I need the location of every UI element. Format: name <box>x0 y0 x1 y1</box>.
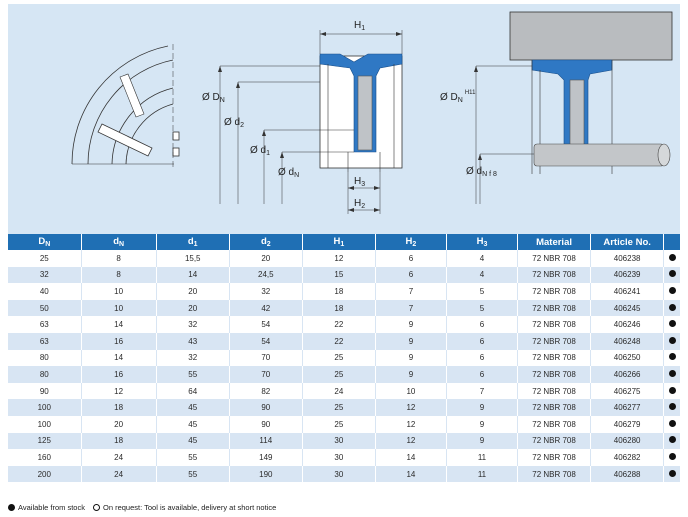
available-dot-icon <box>669 254 676 261</box>
label-dn-outer: Ø $D_N$ <box>202 92 225 104</box>
table-cell: 5 <box>446 300 517 317</box>
table-cell: 30 <box>302 433 375 450</box>
table-cell: 63 <box>8 316 81 333</box>
table-cell: 100 <box>8 399 81 416</box>
table-cell: 72 NBR 708 <box>518 283 591 300</box>
legend-available-text: Available from stock <box>18 503 85 512</box>
table-cell: 9 <box>375 316 446 333</box>
column-header-label: Material <box>536 236 572 248</box>
label-h2: $H_2$ <box>354 198 366 210</box>
table-cell: 72 NBR 708 <box>518 433 591 450</box>
table-cell: 32 <box>156 316 229 333</box>
table-header-row <box>8 234 680 250</box>
table-cell: 72 NBR 708 <box>518 250 591 267</box>
table-cell: 72 NBR 708 <box>518 416 591 433</box>
table-cell: 12 <box>81 383 156 400</box>
table-cell: 63 <box>8 333 81 350</box>
table-cell: 7 <box>375 283 446 300</box>
column-header-label: d <box>113 236 119 247</box>
table-row <box>8 316 680 333</box>
table-cell: 16 <box>81 333 156 350</box>
table-body <box>8 250 680 482</box>
table-cell: 4 <box>446 250 517 267</box>
table-cell: 55 <box>156 466 229 483</box>
column-header <box>81 234 156 250</box>
table-cell: 406288 <box>591 466 664 483</box>
table-cell: 16 <box>81 366 156 383</box>
column-header <box>229 234 302 250</box>
column-header <box>446 234 517 250</box>
table-cell: 55 <box>156 449 229 466</box>
table-cell: 406241 <box>591 283 664 300</box>
table-cell: 15 <box>302 267 375 284</box>
table-cell: 18 <box>302 300 375 317</box>
table-cell: 6 <box>446 366 517 383</box>
column-header-subscript: N <box>119 241 125 248</box>
label-d2: Ø $d_2$ <box>224 117 245 129</box>
table-cell: 70 <box>229 350 302 367</box>
available-dot-icon <box>669 470 676 477</box>
table-cell: 406250 <box>591 350 664 367</box>
table-cell: 80 <box>8 366 81 383</box>
availability-legend <box>8 503 276 512</box>
table-cell: 24 <box>302 383 375 400</box>
table-cell: 24 <box>81 466 156 483</box>
table-row <box>8 449 680 466</box>
table-cell: 149 <box>229 449 302 466</box>
table-cell: 15,5 <box>156 250 229 267</box>
available-dot-icon <box>669 287 676 294</box>
cross-section-view <box>202 20 402 214</box>
label-dn-f8: Ø $d_{N f 8}$ <box>466 166 497 178</box>
table-row <box>8 333 680 350</box>
column-header <box>8 234 81 250</box>
table-cell: 9 <box>446 433 517 450</box>
table-cell: 70 <box>229 366 302 383</box>
table-cell: 25 <box>302 366 375 383</box>
availability-cell <box>664 250 680 267</box>
table-cell: 20 <box>81 416 156 433</box>
table-cell: 25 <box>302 416 375 433</box>
table-cell: 406279 <box>591 416 664 433</box>
table-row <box>8 267 680 284</box>
table-cell: 90 <box>8 383 81 400</box>
table-cell: 30 <box>302 449 375 466</box>
table-cell: 12 <box>302 250 375 267</box>
column-header-subscript: N <box>45 241 51 248</box>
table-row <box>8 283 680 300</box>
availability-cell <box>664 433 680 450</box>
label-d1: Ø $d_1$ <box>250 145 271 157</box>
table-cell: 8 <box>81 267 156 284</box>
table-cell: 14 <box>81 316 156 333</box>
table-cell: 14 <box>375 466 446 483</box>
table-cell: 25 <box>302 350 375 367</box>
table-cell: 406248 <box>591 333 664 350</box>
table-cell: 22 <box>302 316 375 333</box>
table-row <box>8 350 680 367</box>
table-cell: 20 <box>156 283 229 300</box>
column-header-label: d <box>260 236 267 247</box>
table-cell: 190 <box>229 466 302 483</box>
available-dot-icon <box>669 270 676 277</box>
column-header-subscript: 2 <box>412 241 417 248</box>
table-cell: 14 <box>81 350 156 367</box>
table-cell: 200 <box>8 466 81 483</box>
table-cell: 11 <box>446 449 517 466</box>
installed-view <box>440 12 672 204</box>
table-cell: 12 <box>375 416 446 433</box>
table-cell: 9 <box>375 333 446 350</box>
table-cell: 72 NBR 708 <box>518 366 591 383</box>
column-header-label: D <box>38 236 46 247</box>
availability-cell <box>664 449 680 466</box>
available-dot-icon <box>669 403 676 410</box>
on-request-circle-icon <box>93 504 100 511</box>
available-dot-icon <box>669 370 676 377</box>
table-cell: 80 <box>8 350 81 367</box>
column-header-subscript: 3 <box>483 241 488 248</box>
table-cell: 125 <box>8 433 81 450</box>
table-cell: 6 <box>375 250 446 267</box>
label-dn-h11: Ø $D_N^{H11}$ <box>440 90 476 104</box>
table-cell: 25 <box>8 250 81 267</box>
table-cell: 9 <box>446 416 517 433</box>
table-cell: 72 NBR 708 <box>518 316 591 333</box>
table-cell: 10 <box>81 300 156 317</box>
label-dn-inner: Ø $d_N$ <box>278 167 300 179</box>
table-cell: 10 <box>81 283 156 300</box>
table-cell: 18 <box>302 283 375 300</box>
table-cell: 4 <box>446 267 517 284</box>
table-cell: 18 <box>81 399 156 416</box>
technical-drawing-panel <box>8 4 680 234</box>
table-cell: 406239 <box>591 267 664 284</box>
table-row <box>8 383 680 400</box>
available-dot-icon <box>669 304 676 311</box>
label-h3: $H_3$ <box>354 176 366 188</box>
table-cell: 8 <box>81 250 156 267</box>
table-cell: 32 <box>229 283 302 300</box>
table-cell: 24 <box>81 449 156 466</box>
table-cell: 22 <box>302 333 375 350</box>
availability-cell <box>664 466 680 483</box>
column-header-subscript: 1 <box>340 241 345 248</box>
available-dot-icon <box>669 337 676 344</box>
table-cell: 5 <box>446 283 517 300</box>
legend-on-request-text: On request: Tool is available, delivery at short notice <box>102 503 277 512</box>
table-cell: 42 <box>229 300 302 317</box>
table-cell: 72 NBR 708 <box>518 350 591 367</box>
table-cell: 9 <box>446 399 517 416</box>
column-header-label: Article No. <box>603 236 651 248</box>
table-cell: 10 <box>375 383 446 400</box>
availability-cell <box>664 300 680 317</box>
table-cell: 20 <box>156 300 229 317</box>
table-row <box>8 416 680 433</box>
table-cell: 72 NBR 708 <box>518 449 591 466</box>
column-header-subscript: 2 <box>266 241 271 248</box>
face-view <box>72 44 179 169</box>
table-cell: 14 <box>375 449 446 466</box>
table-cell: 160 <box>8 449 81 466</box>
table-cell: 406238 <box>591 250 664 267</box>
table-cell: 6 <box>375 267 446 284</box>
table-cell: 72 NBR 708 <box>518 267 591 284</box>
table-row <box>8 300 680 317</box>
table-cell: 32 <box>156 350 229 367</box>
table-cell: 12 <box>375 433 446 450</box>
table-row <box>8 466 680 483</box>
dimensions-table <box>8 234 680 482</box>
table-cell: 6 <box>446 350 517 367</box>
column-header-label: d <box>187 236 194 247</box>
table-cell: 90 <box>229 416 302 433</box>
column-header <box>302 234 375 250</box>
table-cell: 45 <box>156 416 229 433</box>
table-cell: 72 NBR 708 <box>518 399 591 416</box>
availability-cell <box>664 416 680 433</box>
column-header <box>664 234 680 250</box>
available-dot-icon <box>8 504 15 511</box>
table-cell: 72 NBR 708 <box>518 466 591 483</box>
column-header-label: H <box>333 236 341 247</box>
table-cell: 43 <box>156 333 229 350</box>
table-cell: 72 NBR 708 <box>518 333 591 350</box>
table-cell: 20 <box>229 250 302 267</box>
table-cell: 30 <box>302 466 375 483</box>
table-cell: 406277 <box>591 399 664 416</box>
table-cell: 12 <box>375 399 446 416</box>
column-header-subscript: 1 <box>193 241 198 248</box>
table-cell: 90 <box>229 399 302 416</box>
table-cell: 18 <box>81 433 156 450</box>
table-cell: 406245 <box>591 300 664 317</box>
table-cell: 54 <box>229 333 302 350</box>
availability-cell <box>664 333 680 350</box>
table-cell: 14 <box>156 267 229 284</box>
table-cell: 32 <box>8 267 81 284</box>
availability-cell <box>664 366 680 383</box>
table-cell: 54 <box>229 316 302 333</box>
table-cell: 45 <box>156 433 229 450</box>
column-header <box>156 234 229 250</box>
available-dot-icon <box>669 353 676 360</box>
table-cell: 50 <box>8 300 81 317</box>
seal-cross-section-drawing <box>8 4 680 234</box>
table-row <box>8 399 680 416</box>
table-cell: 9 <box>375 366 446 383</box>
availability-cell <box>664 350 680 367</box>
table-cell: 406246 <box>591 316 664 333</box>
table-cell: 6 <box>446 316 517 333</box>
table-cell: 6 <box>446 333 517 350</box>
label-h1: $H_1$ <box>354 20 366 32</box>
available-dot-icon <box>669 453 676 460</box>
table-cell: 406266 <box>591 366 664 383</box>
availability-cell <box>664 383 680 400</box>
table-cell: 7 <box>375 300 446 317</box>
table-cell: 72 NBR 708 <box>518 383 591 400</box>
table-row <box>8 366 680 383</box>
table-cell: 114 <box>229 433 302 450</box>
table-cell: 45 <box>156 399 229 416</box>
availability-cell <box>664 283 680 300</box>
table-cell: 11 <box>446 466 517 483</box>
column-header-label: H <box>476 236 484 247</box>
availability-cell <box>664 267 680 284</box>
table-cell: 25 <box>302 399 375 416</box>
table-row <box>8 250 680 267</box>
table-cell: 7 <box>446 383 517 400</box>
table-cell: 24,5 <box>229 267 302 284</box>
column-header <box>375 234 446 250</box>
table-cell: 64 <box>156 383 229 400</box>
availability-cell <box>664 316 680 333</box>
table-cell: 406280 <box>591 433 664 450</box>
available-dot-icon <box>669 436 676 443</box>
table-cell: 82 <box>229 383 302 400</box>
table-cell: 40 <box>8 283 81 300</box>
table-cell: 72 NBR 708 <box>518 300 591 317</box>
column-header <box>518 234 591 250</box>
table-cell: 406275 <box>591 383 664 400</box>
available-dot-icon <box>669 420 676 427</box>
column-header-label: H <box>405 236 413 247</box>
table-row <box>8 433 680 450</box>
table-cell: 100 <box>8 416 81 433</box>
table-cell: 55 <box>156 366 229 383</box>
column-header <box>591 234 664 250</box>
table-cell: 9 <box>375 350 446 367</box>
available-dot-icon <box>669 387 676 394</box>
availability-cell <box>664 399 680 416</box>
table-cell: 406282 <box>591 449 664 466</box>
available-dot-icon <box>669 320 676 327</box>
